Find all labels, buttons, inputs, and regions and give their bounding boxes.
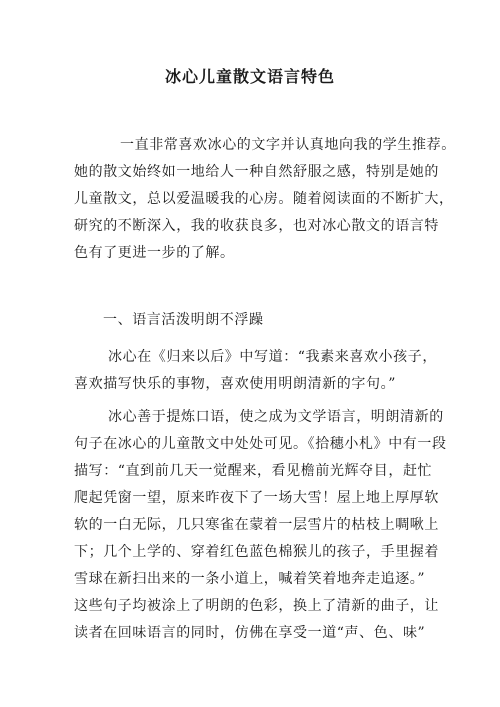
- paragraph-line: 读者在回味语言的同时，仿佛在享受一道“声、色、味”: [74, 625, 426, 641]
- paragraph-line: 这些句子均被涂上了明朗的色彩，换上了清新的曲子，让: [74, 598, 439, 614]
- paragraph-line: 儿童散文，总以爱温暖我的心房。随着阅读面的不断扩大，: [74, 191, 454, 207]
- document-title: 冰心儿童散文语言特色: [164, 67, 335, 86]
- paragraph-line: 软的一白无际，几只寒雀在蒙着一层雪片的枯枝上啁啾上: [74, 517, 439, 533]
- paragraph-line: 喜欢描写快乐的事物，喜欢使用明朗清新的字句。”: [74, 376, 396, 392]
- paragraph-line: 一直非常喜欢冰心的文字并认真地向我的学生推荐。: [120, 137, 456, 153]
- paragraph-line: 她的散文始终如一地给人一种自然舒服之感，特别是她的: [74, 164, 439, 180]
- paragraph-line: 爬起凭窗一望，原来昨夜下了一场大雪！屋上地上厚厚软: [74, 490, 439, 506]
- paragraph-line: 研究的不断深入，我的收获良多，也对冰心散文的语言特: [74, 218, 439, 234]
- paragraph-line: 描写：“直到前几天一觉醒来，看见檐前光辉夺目，赶忙: [74, 463, 433, 479]
- section-heading: 一、语言活泼明朗不浮躁: [103, 312, 264, 328]
- paragraph-line: 冰心在《归来以后》中写道：“我素来喜欢小孩子，: [108, 349, 437, 365]
- paragraph-line: 色有了更进一步的了解。: [74, 245, 235, 261]
- paragraph-line: 句子在冰心的儿童散文中处处可见。《拾穗小札》中有一段: [74, 436, 447, 452]
- paragraph-line: 下；几个上学的、穿着红色蓝色棉猴儿的孩子，手里握着: [74, 544, 439, 560]
- paragraph-line: 冰心善于提炼口语，使之成为文学语言，明朗清新的: [108, 409, 444, 425]
- paragraph-line: 雪球在新扫出来的一条小道上，喊着笑着地奔走追逐。”: [74, 571, 426, 587]
